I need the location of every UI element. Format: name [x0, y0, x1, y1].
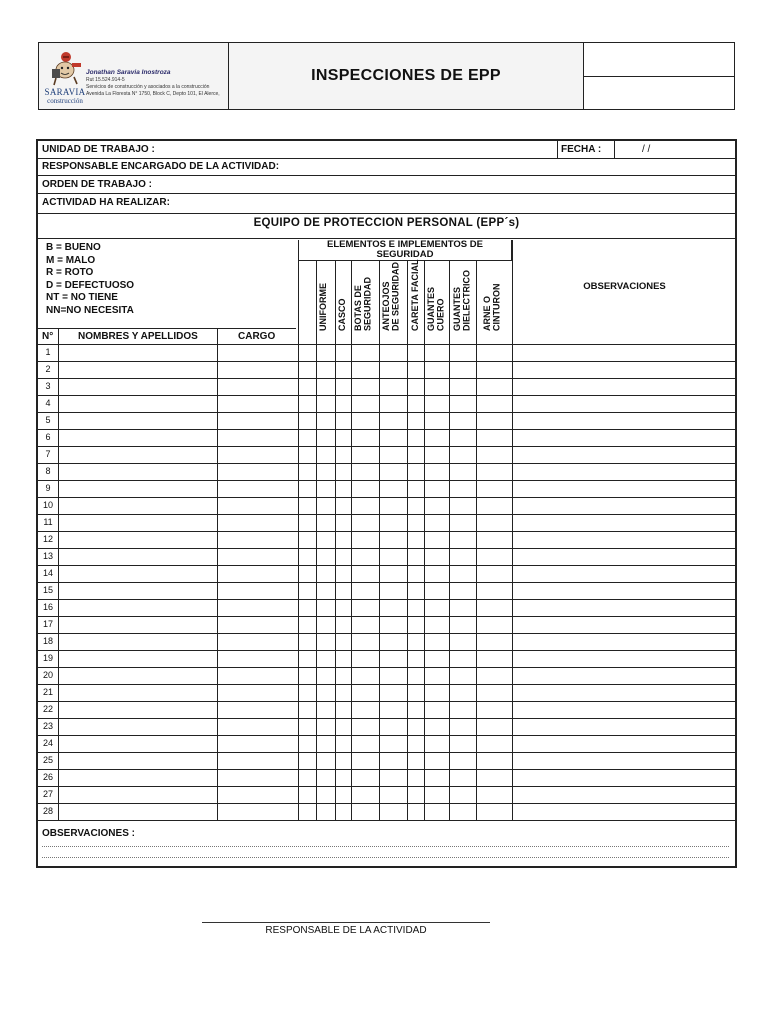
row-number: 26	[42, 772, 53, 782]
table-row[interactable]	[38, 803, 735, 820]
row-number: 3	[45, 381, 51, 391]
row-number: 24	[42, 738, 53, 748]
row-number: 4	[45, 398, 51, 408]
table-row[interactable]	[38, 361, 735, 378]
column-divider	[335, 261, 336, 820]
row-number: 6	[45, 432, 51, 442]
column-divider	[217, 328, 218, 820]
row-number: 25	[42, 755, 53, 765]
table-row[interactable]	[38, 446, 735, 463]
column-divider	[512, 240, 513, 820]
row-number: 11	[43, 517, 53, 527]
table-row[interactable]	[38, 616, 735, 633]
row-number: 16	[42, 602, 53, 612]
table-row[interactable]	[38, 412, 735, 429]
header-code-cell-top[interactable]	[584, 43, 734, 77]
legend-item: B = BUENO	[46, 242, 101, 253]
company-services: Servicios de construcción y asociados a la construcción	[86, 84, 210, 90]
col-header-number: N°	[42, 331, 54, 342]
actividad-label: ACTIVIDAD HA REALIZAR:	[42, 197, 170, 208]
row-number: 28	[42, 806, 53, 816]
table-row[interactable]	[38, 582, 735, 599]
column-divider	[476, 261, 477, 820]
elements-header	[298, 240, 512, 261]
ppe-col-anteojos: ANTEOJOS DE SEGURIDAD	[381, 261, 401, 331]
table-row[interactable]	[38, 565, 735, 582]
signature-line[interactable]	[202, 922, 490, 923]
company-name: Jonathan Saravia Inostroza	[86, 69, 171, 76]
ppe-col-casco: CASCO	[337, 298, 347, 331]
table-row[interactable]	[38, 769, 735, 786]
rating-legend	[46, 242, 134, 317]
table-row[interactable]	[38, 786, 735, 803]
row-number: 14	[42, 568, 53, 578]
table-row[interactable]	[38, 429, 735, 446]
row-divider	[38, 820, 735, 821]
signature-label: RESPONSABLE DE LA ACTIVIDAD	[265, 925, 427, 936]
ppe-col-botas: BOTAS DE SEGURIDAD	[353, 276, 373, 331]
responsable-label: RESPONSABLE ENCARGADO DE LA ACTIVIDAD:	[42, 161, 280, 172]
company-info	[86, 69, 228, 98]
ppe-col-arne: ARNE O CINTURON	[482, 283, 502, 331]
header-code-cell-bottom[interactable]	[584, 77, 734, 110]
brand-name: SARAVIA	[44, 87, 86, 97]
company-rut: Rut 15.524.914-5	[86, 77, 125, 83]
row-number: 1	[45, 347, 51, 357]
row-number: 13	[42, 551, 53, 561]
table-row[interactable]	[38, 463, 735, 480]
fecha-field[interactable]: / /	[642, 144, 651, 155]
table-row[interactable]	[38, 344, 735, 361]
table-row[interactable]	[38, 650, 735, 667]
row-number: 27	[42, 789, 53, 799]
legend-item: NN=NO NECESITA	[46, 304, 134, 316]
table-row[interactable]	[38, 378, 735, 395]
row-number: 8	[45, 466, 51, 476]
table-row[interactable]	[38, 497, 735, 514]
observaciones-line-2[interactable]	[42, 857, 729, 858]
fecha-label: FECHA :	[561, 144, 602, 155]
observaciones-line-1[interactable]	[42, 846, 729, 847]
header-code-box	[584, 43, 734, 109]
row-number: 17	[42, 619, 53, 629]
legend-item: M = MALO	[46, 254, 96, 266]
row-number: 2	[45, 364, 51, 374]
column-divider	[298, 240, 299, 820]
document-header	[38, 42, 735, 110]
table-row[interactable]	[38, 599, 735, 616]
ppe-col-uniforme: UNIFORME	[318, 283, 328, 331]
ppe-col-careta: CARETA FACIAL	[410, 259, 420, 331]
column-divider	[407, 261, 408, 820]
column-divider	[351, 261, 352, 820]
row-number: 12	[42, 534, 53, 544]
col-header-nombres: NOMBRES Y APELLIDOS	[78, 331, 198, 342]
row-number: 9	[45, 483, 51, 493]
observaciones-label: OBSERVACIONES :	[42, 828, 135, 839]
column-divider	[424, 261, 425, 820]
orden-trabajo-label: ORDEN DE TRABAJO :	[42, 179, 153, 190]
row-number: 22	[42, 704, 53, 714]
table-row[interactable]	[38, 480, 735, 497]
table-row[interactable]	[38, 701, 735, 718]
column-divider	[449, 261, 450, 820]
row-number: 19	[42, 653, 53, 663]
elements-header-line2: SEGURIDAD	[376, 249, 434, 260]
table-row[interactable]	[38, 684, 735, 701]
col-header-cargo: CARGO	[238, 331, 276, 342]
ppe-col-guantes-dielectrico: GUANTES DIELECTRICO	[452, 269, 472, 331]
row-number: 18	[42, 636, 53, 646]
observaciones-column-header: OBSERVACIONES	[583, 281, 666, 292]
legend-item: NT = NO TIENE	[46, 292, 118, 303]
row-number: 7	[45, 449, 51, 459]
unidad-trabajo-label: UNIDAD DE TRABAJO :	[42, 144, 155, 155]
column-divider	[58, 328, 59, 820]
row-number: 20	[42, 670, 53, 680]
company-logo-block	[39, 43, 229, 109]
row-number: 5	[45, 415, 51, 425]
table-row[interactable]	[38, 667, 735, 684]
table-row[interactable]	[38, 514, 735, 531]
table-row[interactable]	[38, 752, 735, 769]
brand-subtitle: construcción	[47, 97, 83, 105]
table-row[interactable]	[38, 718, 735, 735]
inspection-form	[36, 139, 737, 868]
row-number: 10	[42, 500, 53, 510]
company-address: Avenida La Floresta N° 1750, Block C, Depto 101, El Alerce,	[86, 91, 220, 97]
mascot-logo-icon	[44, 49, 86, 87]
document-title: INSPECCIONES DE EPP	[229, 43, 584, 109]
table-row[interactable]	[38, 735, 735, 752]
row-number: 21	[42, 687, 53, 697]
table-row[interactable]	[38, 633, 735, 650]
table-row[interactable]	[38, 531, 735, 548]
legend-item: R = ROTO	[46, 267, 94, 278]
elements-header-line1: ELEMENTOS E IMPLEMENTOS DE	[327, 239, 483, 250]
table-row[interactable]	[38, 395, 735, 412]
ppe-col-guantes-cuero: GUANTES CUERO	[426, 286, 446, 331]
column-divider	[316, 261, 317, 820]
column-divider	[379, 261, 380, 820]
legend-item: D = DEFECTUOSO	[46, 279, 135, 291]
section-title: EQUIPO DE PROTECCION PERSONAL (EPP´s)	[253, 217, 520, 229]
row-number: 15	[42, 585, 53, 595]
row-number: 23	[42, 721, 53, 731]
logo-brand	[43, 88, 87, 106]
table-row[interactable]	[38, 548, 735, 565]
